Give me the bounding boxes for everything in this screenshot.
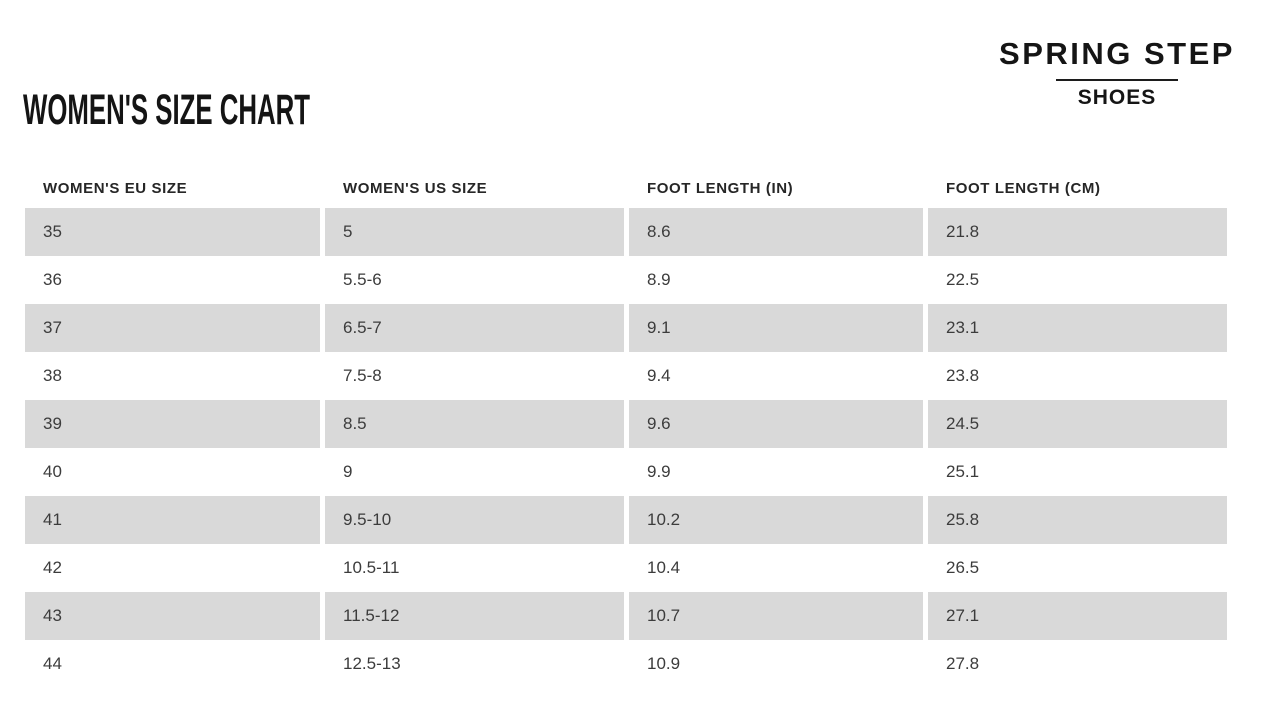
cell-foot-length-cm: 21.8 bbox=[928, 208, 1227, 256]
table-row bbox=[25, 400, 1227, 448]
column-header-foot-length-cm: FOOT LENGTH (CM) bbox=[928, 168, 1227, 208]
cell-foot-length-cm: 23.1 bbox=[928, 304, 1227, 352]
cell-foot-length-cm: 27.1 bbox=[928, 592, 1227, 640]
cell-foot-length-in: 9.6 bbox=[629, 400, 923, 448]
cell-us-size: 7.5-8 bbox=[325, 352, 624, 400]
cell-us-size: 9 bbox=[325, 448, 624, 496]
cell-eu-size: 44 bbox=[25, 640, 320, 688]
size-chart-table bbox=[25, 168, 1227, 688]
table-row bbox=[25, 448, 1227, 496]
cell-foot-length-in: 10.4 bbox=[629, 544, 923, 592]
cell-us-size: 5.5-6 bbox=[325, 256, 624, 304]
cell-foot-length-in: 9.9 bbox=[629, 448, 923, 496]
cell-eu-size: 42 bbox=[25, 544, 320, 592]
cell-foot-length-in: 9.1 bbox=[629, 304, 923, 352]
table-row bbox=[25, 496, 1227, 544]
cell-eu-size: 37 bbox=[25, 304, 320, 352]
cell-foot-length-cm: 25.8 bbox=[928, 496, 1227, 544]
cell-foot-length-in: 8.9 bbox=[629, 256, 923, 304]
cell-foot-length-in: 10.7 bbox=[629, 592, 923, 640]
table-row bbox=[25, 304, 1227, 352]
table-header-row bbox=[25, 168, 1227, 208]
cell-foot-length-cm: 22.5 bbox=[928, 256, 1227, 304]
cell-foot-length-cm: 26.5 bbox=[928, 544, 1227, 592]
table-row bbox=[25, 592, 1227, 640]
cell-eu-size: 40 bbox=[25, 448, 320, 496]
table-row bbox=[25, 352, 1227, 400]
brand-subtitle: SHOES bbox=[1077, 86, 1157, 109]
cell-eu-size: 36 bbox=[25, 256, 320, 304]
table-row bbox=[25, 640, 1227, 688]
cell-us-size: 5 bbox=[325, 208, 624, 256]
cell-foot-length-in: 8.6 bbox=[629, 208, 923, 256]
column-header-us-size: WOMEN'S US SIZE bbox=[325, 168, 624, 208]
cell-eu-size: 43 bbox=[25, 592, 320, 640]
table-row bbox=[25, 208, 1227, 256]
cell-us-size: 8.5 bbox=[325, 400, 624, 448]
cell-eu-size: 35 bbox=[25, 208, 320, 256]
page-title: WOMEN'S SIZE CHART bbox=[23, 86, 311, 134]
cell-foot-length-in: 10.9 bbox=[629, 640, 923, 688]
cell-foot-length-cm: 25.1 bbox=[928, 448, 1227, 496]
cell-eu-size: 39 bbox=[25, 400, 320, 448]
cell-foot-length-cm: 24.5 bbox=[928, 400, 1227, 448]
cell-foot-length-in: 10.2 bbox=[629, 496, 923, 544]
cell-foot-length-cm: 23.8 bbox=[928, 352, 1227, 400]
cell-us-size: 10.5-11 bbox=[325, 544, 624, 592]
cell-foot-length-in: 9.4 bbox=[629, 352, 923, 400]
cell-eu-size: 41 bbox=[25, 496, 320, 544]
column-header-foot-length-in: FOOT LENGTH (IN) bbox=[629, 168, 923, 208]
table-row bbox=[25, 256, 1227, 304]
table-body bbox=[25, 208, 1227, 688]
brand-logo bbox=[993, 36, 1241, 110]
cell-us-size: 6.5-7 bbox=[325, 304, 624, 352]
brand-divider bbox=[1056, 79, 1178, 81]
table-row bbox=[25, 544, 1227, 592]
cell-eu-size: 38 bbox=[25, 352, 320, 400]
cell-foot-length-cm: 27.8 bbox=[928, 640, 1227, 688]
brand-name: SPRING STEP bbox=[999, 36, 1235, 71]
cell-us-size: 11.5-12 bbox=[325, 592, 624, 640]
cell-us-size: 12.5-13 bbox=[325, 640, 624, 688]
column-header-eu-size: WOMEN'S EU SIZE bbox=[25, 168, 320, 208]
cell-us-size: 9.5-10 bbox=[325, 496, 624, 544]
